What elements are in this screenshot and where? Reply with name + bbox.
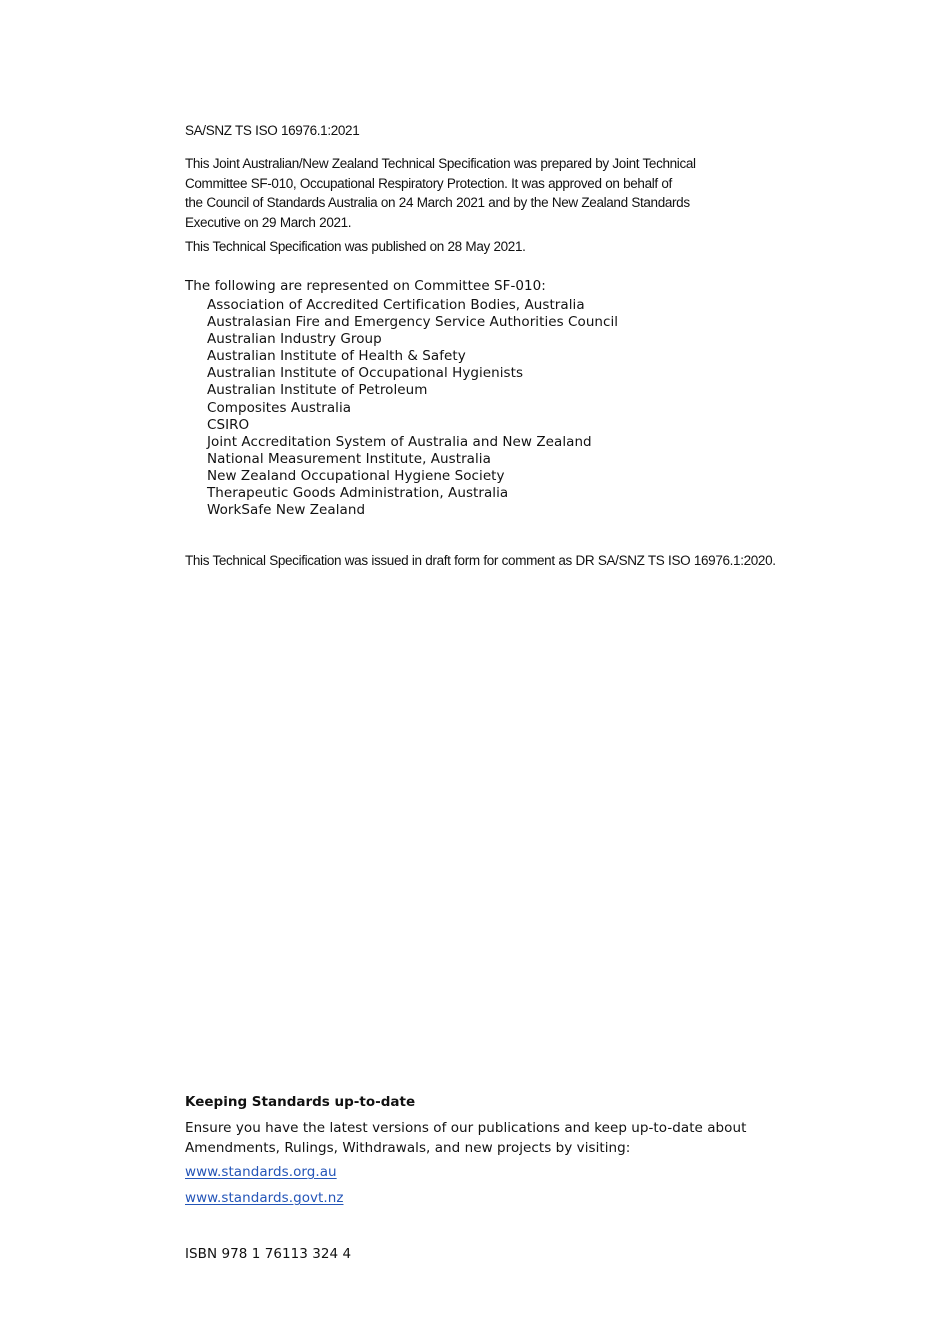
standards-nz-link[interactable]: www.standards.govt.nz [185, 1190, 344, 1206]
keeping-text-line: Amendments, Rulings, Withdrawals, and new projects by visiting: [185, 1139, 631, 1156]
keeping-standards-heading: Keeping Standards up-to-date [185, 1094, 416, 1110]
committee-member: New Zealand Occupational Hygiene Society [207, 467, 505, 484]
keeping-text-line: Ensure you have the latest versions of our publications and keep up-to-date about [185, 1120, 747, 1136]
committee-member: Therapeutic Goods Administration, Australia [207, 485, 509, 502]
approval-line: Committee SF-010, Occupational Respiratory Protection. It was approved on behalf of [185, 175, 672, 191]
isbn: ISBN 978 1 76113 324 4 [185, 1246, 352, 1262]
committee-member: Australasian Fire and Emergency Service Authorities Council [207, 314, 619, 331]
keeping-standards-text [185, 1119, 746, 1158]
draft-note: This Technical Specification was issued in draft form for comment as DR SA/SNZ TS ISO 16976.1:2020. [185, 553, 776, 568]
standards-australia-link[interactable]: www.standards.org.au [185, 1164, 337, 1180]
committee-member: Australian Institute of Petroleum [207, 382, 428, 399]
committee-member: Association of Accredited Certification Bodies, Australia [207, 297, 585, 313]
approval-statement [185, 154, 696, 232]
committee-member-list [207, 297, 618, 519]
approval-line: Executive on 29 March 2021. [185, 214, 352, 230]
committee-member: Australian Institute of Health & Safety [207, 348, 466, 365]
committee-member: Australian Industry Group [207, 331, 382, 348]
committee-member: National Measurement Institute, Australia [207, 450, 491, 467]
committee-member: WorkSafe New Zealand [207, 502, 366, 519]
approval-line: the Council of Standards Australia on 24 March 2021 and by the New Zealand Standards [185, 195, 690, 210]
committee-member: CSIRO [207, 416, 250, 433]
committee-member: Australian Institute of Occupational Hygienists [207, 365, 524, 382]
publication-date-statement: This Technical Specification was published on 28 May 2021. [185, 239, 526, 254]
committee-intro: The following are represented on Committee SF-010: [185, 278, 546, 294]
committee-member: Joint Accreditation System of Australia and New Zealand [207, 433, 592, 450]
document-identifier: SA/SNZ TS ISO 16976.1:2021 [185, 123, 360, 138]
committee-member: Composites Australia [207, 399, 352, 416]
approval-line: This Joint Australian/New Zealand Technical Specification was prepared by Joint Technical [185, 156, 696, 171]
